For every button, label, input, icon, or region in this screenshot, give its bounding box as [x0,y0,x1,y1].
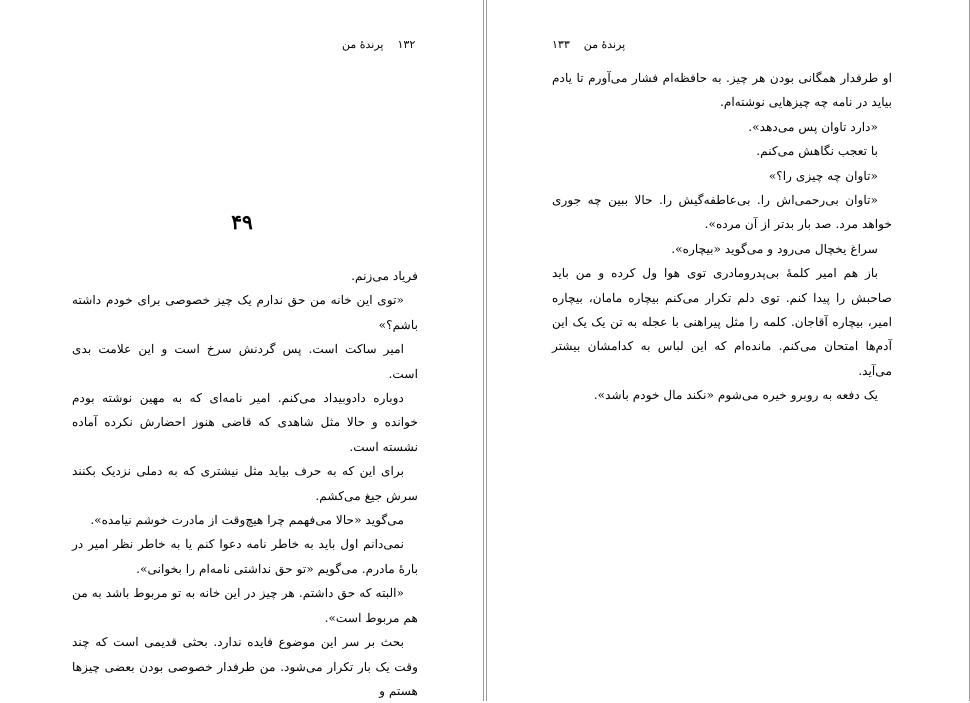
paragraph: «توی این خانه من حق ندارم یک چیز خصوصی برای خودم داشته باشم؟» [72,293,418,332]
left-page-number: ۱۳۲ [397,38,416,51]
right-page-text [552,66,892,408]
paragraph: دوباره دادوبیداد می‌کنم. امیر نامه‌ای که به مهین نوشته بودم خوانده و حالا مثل شاهدی که قاضی هنوز احضارش نکرده آماده نشسته است. [72,391,418,454]
paragraph: برای این که به حرف بیاید مثل نیشتری که به دملی نزدیک بکنند سرش جیغ می‌کشم. [72,464,418,503]
chapter-number: ۴۹ [231,210,253,234]
paragraph: سراغ یخچال می‌رود و می‌گوید «بیچاره». [671,241,878,256]
paragraph: یک دفعه به روبرو خیره می‌شوم «نکند مال خودم باشد». [593,388,878,403]
right-page [486,0,970,701]
paragraph: امیر ساکت است. پس گردنش سرخ است و این علامت بدی است. [72,342,418,381]
paragraph: نمی‌دانم اول باید به خاطر نامه دعوا کنم یا به خاطر نظر امیر در بارهٔ مادرم. می‌گویم «تو حق نداشتی نامه‌ام را بخوانی». [72,537,418,576]
left-running-title: پرندهٔ من [342,38,384,51]
paragraph: «دارد تاوان پس می‌دهد». [748,119,878,134]
paragraph: می‌گوید «حالا می‌فهمم چرا هیچ‌وقت از مادرت خوشم نیامده». [90,513,404,528]
paragraph: «تاوان چه چیزی را؟» [768,168,878,183]
paragraph: فریاد می‌زنم. [351,269,418,283]
paragraph: باز هم امیر کلمهٔ بی‌پدرومادری توی هوا ول کرده و من باید صاحبش را پیدا کنم. توی دلم تکرار می‌کنم بیچاره مامان، بیچاره امیر، بیچاره آقاجان. کلمه را مثل پیراهنی با عجله به تن یک یک این آدم‌ها امتحان می‌کنم. مانده‌ام که این لباس به کدامشان بیشتر می‌آید. [552,266,892,378]
right-page-header [552,38,625,51]
left-page-text [72,264,418,703]
paragraph: «تاوان بی‌رحمی‌اش را. بی‌عاطفه‌گیش را. حالا ببین چه جوری خواهد مرد. صد بار بدتر از آن مرده». [552,193,892,232]
right-page-number: ۱۳۳ [552,38,570,51]
left-page [0,0,484,701]
paragraph: او طرفدار همگانی بودن هر چیز. به حافظه‌ام فشار می‌آورم تا یادم بیاید در نامه چه چیزهایی نوشته‌ام. [552,71,892,110]
left-page-header [342,38,415,51]
paragraph: با تعجب نگاهش می‌کنم. [756,144,878,159]
paragraph: «البته که حق داشتم. هر چیز در این خانه به تو مربوط باشد به من هم مربوط است». [72,586,418,625]
paragraph: بحث بر سر این موضوع فایده ندارد. بحثی قدیمی است که چند وقت یک بار تکرار می‌شود. من طرفدار خصوصی بودن بعضی چیزها هستم و [72,635,418,698]
right-running-title: پرندهٔ من [583,38,626,51]
